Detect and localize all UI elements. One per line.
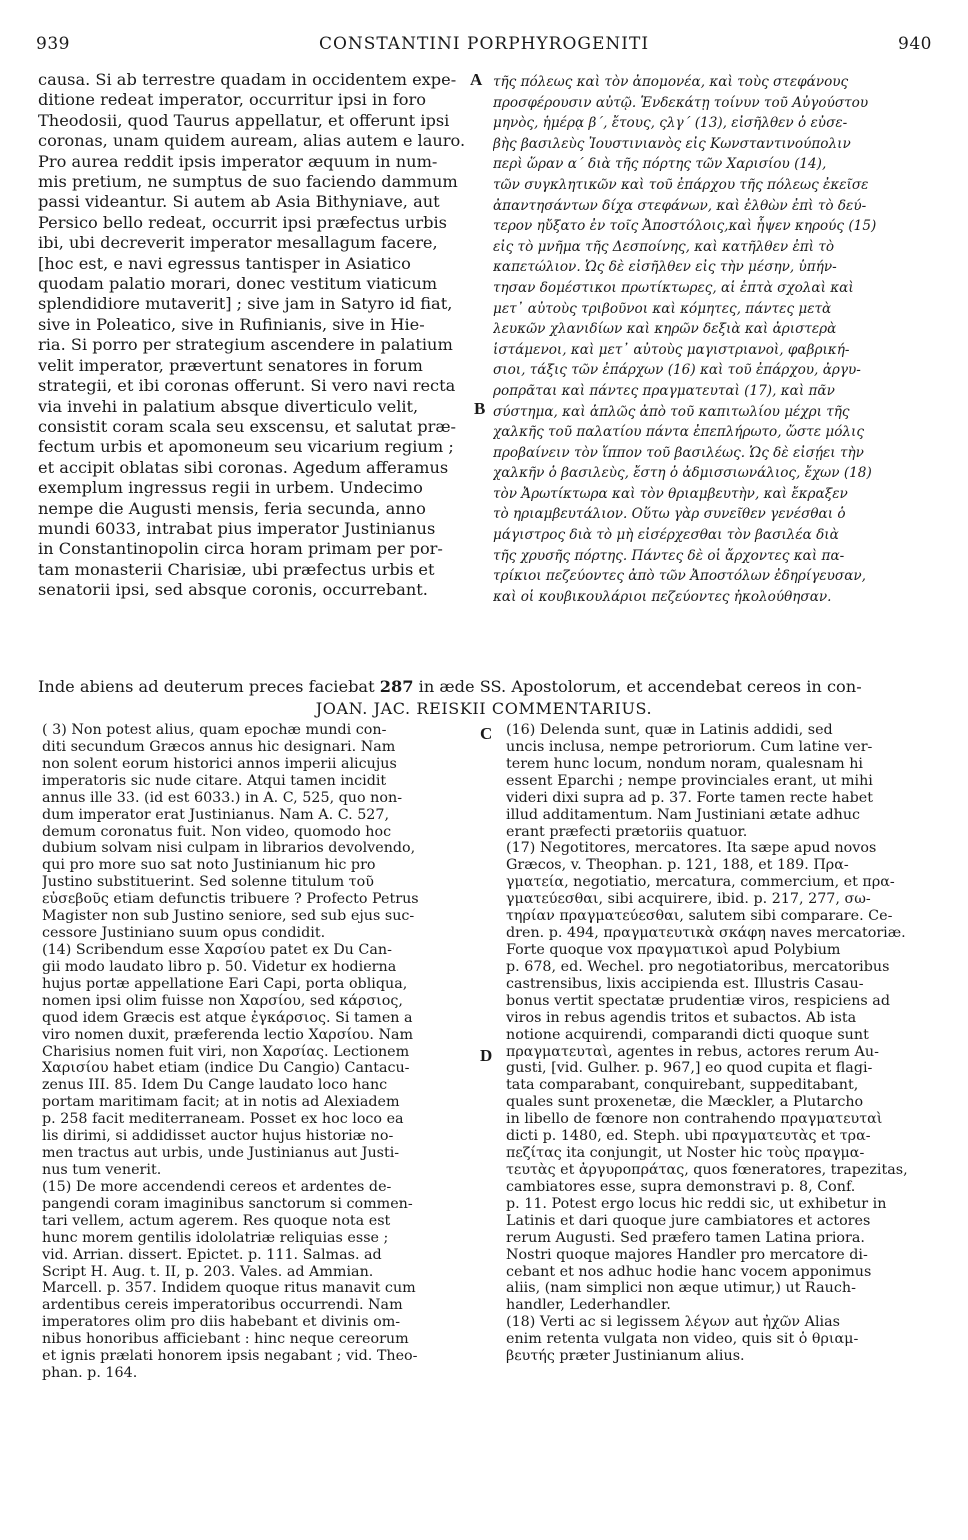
text-line: p. 678, ed. Wechel. pro negotiatoribus, mercatoribus	[506, 958, 890, 975]
text-line: nomen ipsi olim fuisse non Χαρσίου, sed κάρσιος,	[42, 992, 403, 1009]
text-line: viro nomen duxit, præferenda lectio Χαρσίου. Nam	[42, 1026, 414, 1043]
text-line: zenus III. 85. Idem Du Cange laudato loco hanc	[42, 1077, 388, 1094]
text-line: εἰς τὸ μνῆμα τῆς Δεσποίνης, καὶ κατῆλθεν ἐπὶ τὸ	[493, 238, 835, 255]
text-line: cessore Justiniano suum opus condidit.	[42, 925, 326, 942]
text-line: χαλκῆς τοῦ παλατίου πάντα ἐπεπλήρωτο, ὥστε μόλις	[493, 424, 864, 441]
text-line: ἱστάμενοι, καὶ μετ᾽ αὐτοὺς μαγιστριανοὶ, φαβρική-	[493, 341, 850, 358]
text-line: πραγματευταὶ, agentes in rebus, actores rerum Au-	[506, 1043, 879, 1060]
text-line: imperatoris sic nude citare. Atqui tamen incidit	[42, 772, 387, 789]
text-line: exemplum ingressus regii in urbem. Undecimo	[38, 478, 423, 498]
text-line: coronas, unam quidem auream, alias autem e lauro.	[38, 131, 466, 151]
text-line: ditione redeat imperator, occurritur ipsi in foro	[38, 90, 426, 110]
text-line: Latinis et dari quoque jure cambiatores et actores	[506, 1212, 871, 1229]
text-line: τὸ ηριαμβευτάλιον. Οὕτω γὰρ συνεῖθεν γενέσθαι ὁ	[493, 506, 846, 523]
text-line: cebant et nos adhuc hodie hanc vocem apponimus	[506, 1263, 872, 1280]
text-line: Script H. Aug. t. II, p. 203. Vales. ad Ammian.	[42, 1263, 374, 1280]
text-line: καπετώλιον. Ὡς δὲ εἰσῆλθεν εἰς τὴν μέσην, ὑπήν-	[493, 259, 837, 276]
text-line: consistit coram scala seu exscensu, et salutat præ-	[38, 416, 457, 436]
text-line: quod idem Græcis est atque ἐγκάρσιος. Si tamen a	[42, 1009, 413, 1026]
text-line: viros in rebus agendis tritos et subactos. Ab ista	[506, 1009, 857, 1026]
text-line: p. 258 facit mediterraneam. Posset ex hoc loco ea	[42, 1111, 404, 1128]
text-line: γματεία, negotiatio, mercatura, commercium, et πρα-	[506, 874, 895, 891]
continuation-line	[38, 677, 934, 697]
section-marker-c: C	[480, 724, 493, 743]
text-line: demum coronatus fuit. Non video, quomodo hoc	[42, 823, 392, 840]
text-line: men tractus aut urbis, unde Justinianus aut Justi-	[42, 1145, 400, 1162]
running-title: CONSTANTINI PORPHYROGENITI	[318, 34, 650, 54]
text-line: illud additamentum. Nam Justiniani ætate adhuc	[506, 806, 861, 823]
text-line: τερον ηὔξατο ἐν τοῖς Ἀποστόλοις,καὶ ἧψεν κηρούς (15)	[493, 218, 877, 235]
text-line: ria. Si porro per strategium ascendere in palatium	[38, 335, 453, 355]
text-line: Χαρισίου habet etiam (indice Du Cangio) Cantacu-	[42, 1060, 410, 1077]
text-line: μετ᾽ αὐτοὺς τριβοῦνοι καὶ κόμητες, πάντες μετὰ	[493, 300, 832, 317]
section-marker-a: A	[470, 70, 483, 89]
text-line: gusti, [vid. Gulher. p. 967,] eo quod cupita et flagi-	[506, 1060, 873, 1077]
text-line: et accipit oblatas sibi coronas. Agedum afferamus	[38, 457, 449, 477]
text-line: fectum urbis et apomoneum seu vicarium regium ;	[38, 437, 454, 457]
text-line: quales sunt proxenetæ, die Mæckler, a Plutarcho	[506, 1094, 864, 1111]
greek-text-column	[493, 72, 933, 607]
text-line: γματεύεσθαι, sibi acquirere, ibid. p. 217, 277, σω-	[506, 891, 871, 908]
text-line: τηρίαν πραγματεύεσθαι, salutem sibi comparare. Ce-	[506, 908, 893, 925]
text-line: phan. p. 164.	[42, 1365, 138, 1382]
text-line: ( 3) Non potest alius, quam epochæ mundi con-	[42, 722, 387, 738]
text-line: προσφέρουσιν αὐτῷ. Ἑνδεκάτῃ τοίνυν τοῦ Αὐγούστου	[493, 94, 869, 111]
text-line: aliis, (nam simplici non æque utimur,) ut Rauch-	[506, 1280, 856, 1297]
text-line: terem hunc locum, nondum noram, qualesnam hi	[506, 755, 863, 772]
text-line: Charisius nomen fuit viri, non Χαρσίας. Lectionem	[42, 1043, 410, 1060]
text-line: pangendi coram imaginibus sanctorum si commen-	[42, 1195, 413, 1212]
text-line: p. 11. Potest ergo locus hic reddi sic, ut exhibetur in	[506, 1195, 887, 1212]
text-line: causa. Si ab terrestre quadam in occidentem expe-	[38, 70, 457, 89]
text-line: tata comparabant, conquirebant, suppeditabant,	[506, 1077, 859, 1094]
text-line: πεζίτας ita conjungit, ut Noster hic τοὺς πραγμα-	[506, 1145, 865, 1162]
text-line: ἀπαντησάντων δίχα στεφάνων, καὶ ἐλθὼν ἐπὶ τὸ δεύ-	[493, 197, 867, 214]
text-line: Græcos, v. Theophan. p. 121, 188, et 189. Πρα-	[506, 857, 849, 874]
continuation-before: Inde abiens ad deuterum preces faciebat	[38, 677, 380, 696]
text-line: (18) Verti ac si legissem λέγων aut ἠχῶν Alias	[506, 1314, 840, 1331]
text-line: Theodosii, quod Taurus appellatur, et offerunt ipsi	[38, 110, 450, 130]
text-line: hunc morem gentilis idololatriæ reliquias esse ;	[42, 1229, 389, 1246]
text-line: περὶ ὥραν α΄ διὰ τῆς πόρτης τῶν Χαρισίου (14),	[493, 156, 827, 173]
text-line: mundi 6033, intrabat pius imperator Justinianus	[38, 518, 436, 538]
text-line: μάγιστρος διὰ τὸ μὴ εἰσέρχεσθαι τὸν βασιλέα διὰ	[493, 527, 839, 544]
text-line: cambiatores esse, supra demonstravi p. 8, Conf.	[506, 1178, 856, 1195]
text-line: quodam palatio morari, donec vestitum viaticum	[38, 274, 438, 294]
text-line: vid. Arrian. dissert. Epictet. p. 111. Salmas. ad	[42, 1246, 382, 1263]
text-line: portam maritimam facit; at in notis ad Alexiadem	[42, 1094, 400, 1111]
text-line: dicti p. 1480, ed. Steph. ubi πραγματευτὰς et τρα-	[506, 1128, 871, 1145]
text-line: dubium solvam nisi culpam in librarios devolvendo,	[42, 840, 416, 857]
text-line: (16) Delenda sunt, quæ in Latinis addidi, sed	[506, 722, 833, 738]
text-line: enim retenta vulgata non video, quis sit ὁ θριαμ-	[506, 1331, 859, 1348]
section-marker-b: B	[474, 399, 486, 418]
text-line: velit imperator, prævertunt senatores in forum	[38, 355, 423, 375]
text-line: erant præfecti prætoriis quatuor.	[506, 823, 748, 840]
text-line: in libello de fœnore non contrahendo πραγματευταὶ	[506, 1111, 883, 1128]
text-line: λευκῶν χλανιδίων καὶ κηρῶν δεξιὰ καὶ ἀριστερὰ	[493, 321, 837, 338]
text-line: nibus honoribus afficiebant : hinc neque cereorum	[42, 1331, 409, 1348]
text-line: rerum Augusti. Sed præfero tamen Latina priora.	[506, 1229, 865, 1246]
text-line: non solent eorum historici annos imperii alicujus	[42, 755, 397, 772]
text-line: (15) De more accendendi cereos et ardentes de-	[42, 1178, 392, 1195]
text-line: προβαίνειν τὸν ἵππον τοῦ βασιλέως. Ὡς δὲ εἰσῄει τὴν	[493, 444, 864, 461]
text-line: καὶ οἱ κουβικουλάριοι πεζεύοντες ἠκολούθησαν.	[493, 588, 832, 605]
text-line: Nostri quoque majores Handler pro mercatore di-	[506, 1246, 868, 1263]
section-marker-d: D	[480, 1046, 493, 1065]
text-line: nempe die Augusti mensis, feria secunda, anno	[38, 498, 426, 518]
text-line: hujus portæ appellatione Eari Capi, porta obliqua,	[42, 975, 408, 992]
page-number-right: 940	[898, 34, 932, 54]
text-line: handler, Lederhandler.	[506, 1297, 671, 1314]
text-line: dum imperator erat Justinianus. Nam A. C. 527,	[42, 806, 390, 823]
text-line: bonus vertit spectatæ prudentiæ viros, respiciens ad	[506, 992, 890, 1009]
text-line: tari vellem, actum agerem. Res quoque nota est	[42, 1212, 391, 1229]
text-line: τὸν Ἀρωτίκτωρα καὶ τὸν θριαμβευτὴν, καὶ ἔκραξεν	[493, 485, 848, 502]
text-line: castrensibus, lixis accipienda est. Illustris Casau-	[506, 975, 864, 992]
text-line: essent Eparchi ; nempe provinciales erant, ut mihi	[506, 772, 873, 789]
text-line: τευτὰς et ἀργυροπράτας, quos fœneratores, trapezitas,	[506, 1161, 908, 1178]
page-number-left: 939	[36, 34, 70, 54]
commentary-title: JOAN. JAC. REISKII COMMENTARIUS.	[315, 699, 653, 718]
text-line: via invehi in palatium absque diverticulo velit,	[38, 396, 419, 416]
text-line: [hoc est, e navi egressus tantisper in Asiatico	[38, 253, 411, 273]
text-line: βὴς βασιλεὺς Ἰουστινιανὸς εἰς Κωνσταντινούπολιν	[493, 135, 851, 152]
text-line: sive in Poleatico, sive in Rufinianis, sive in Hie-	[38, 314, 425, 334]
text-line: εὐσεβοῦς etiam defunctis tribuere ? Profecto Petrus	[42, 891, 419, 908]
text-line: ardentibus cereis imperatoribus occurrendi. Nam	[42, 1297, 403, 1314]
text-line: senatorii ipsi, sed absque coronis, occurrebant.	[38, 580, 428, 600]
commentary-left-column	[42, 722, 472, 1382]
text-line: Forte quoque vox πραγματικοὶ apud Polybium	[506, 941, 841, 958]
text-line: in Constantinopolin circa horam primam per por-	[38, 539, 443, 559]
text-line: strategii, et ibi coronas offerunt. Si vero navi recta	[38, 376, 456, 396]
text-line: τῆς πόλεως καὶ τὸν ἀπομονέα, καὶ τοὺς στεφάνους	[493, 74, 849, 90]
text-line: (14) Scribendum esse Χαρσίου patet ex Du Can-	[42, 941, 392, 958]
text-line: σύστημα, καὶ ἁπλῶς ἀπὸ τοῦ καπιτωλίου μέχρι τῆς	[493, 403, 850, 420]
text-line: passi videantur. Si autem ab Asia Bithyniave, aut	[38, 192, 440, 212]
text-line: gii modo laudato libro p. 50. Videtur ex hodierna	[42, 958, 397, 975]
text-line: uncis inclusa, nempe petroriorum. Cum latine ver-	[506, 738, 873, 755]
text-line: τρίκιοι πεζεύοντες ἀπὸ τῶν Ἀποστόλων ἐδηρίγευσαν,	[493, 568, 866, 585]
text-line: ibi, ubi decreverit imperator mesallagum facere,	[38, 233, 438, 253]
latin-text-column	[38, 70, 468, 601]
commentary-right-column	[506, 722, 936, 1365]
text-line: τῆς χρυσῆς πόρτης. Πάντες δὲ οἱ ἄρχοντες καὶ πα-	[493, 547, 845, 564]
text-line: splendidiore mutaverit] ; sive jam in Satyro id fiat,	[38, 294, 453, 314]
continuation-after: in æde SS. Apostolorum, et accendebat cereos in con-	[413, 677, 862, 696]
text-line: χαλκῆν ὁ βασιλεὺς, ἔστη ὁ ἀδμισσιωνάλιος, ἔχων (18)	[493, 465, 872, 482]
text-line: τῶν συγκλητικῶν καὶ τοῦ ἐπάρχου τῆς πόλεως ἐκεῖσε	[493, 176, 869, 193]
text-line: videri dixi supra ad p. 37. Forte tamen recte habet	[506, 789, 873, 806]
text-line: τησαν δομέστικοι πρωτίκτωρες, αἱ ἑπτὰ σχολαὶ καὶ	[493, 279, 854, 296]
text-line: dren. p. 494, πραγματευτικὰ σκάφη naves mercatoriæ.	[506, 925, 906, 942]
text-line: μηνὸς, ἡμέρᾳ β΄, ἔτους, ςλγ΄ (13), εἰσῆλθεν ὁ εὐσε-	[493, 115, 848, 132]
text-line: nus tum venerit.	[42, 1161, 162, 1178]
text-line: notione acquirendi, comparandi dicti quoque sunt	[506, 1026, 869, 1043]
text-line: Magister non sub Justino seniore, sed sub ejus suc-	[42, 908, 415, 925]
text-line: βευτής præter Justinianum alius.	[506, 1348, 745, 1365]
text-line: annus ille 33. (id est 6033.) in A. C, 525, quo non-	[42, 789, 403, 806]
text-line: tam monasterii Charisiæ, ubi præfectus urbis et	[38, 559, 435, 579]
text-line: ροπρᾶται καὶ πάντες πραγματευταὶ (17), καὶ πᾶν	[493, 382, 835, 399]
text-line: qui pro more suo sat noto Justinianum hic pro	[42, 857, 376, 874]
text-line: mis pretium, ne sumptus de suo faciendo dammum	[38, 172, 458, 192]
text-line: diti secundum Græcos annus hic designari. Nam	[42, 738, 396, 755]
text-line: Pro aurea reddit ipsis imperator æquum in num-	[38, 151, 438, 171]
text-line: et ignis prælati honorem ipsis negabant ; vid. Theo-	[42, 1348, 418, 1365]
text-line: Justino substituerint. Sed solenne titulum τοῦ	[42, 874, 374, 891]
continuation-page-ref: 287	[379, 677, 414, 696]
text-line: imperatores olim pro diis habebant et divinis om-	[42, 1314, 401, 1331]
running-header	[36, 34, 932, 58]
text-line: σιοι, τάξις τῶν ἐπάρχων (16) καὶ τοῦ ἐπάρχου, ἀργυ-	[493, 362, 861, 379]
text-line: (17) Negotitores, mercatores. Ita sæpe apud novos	[506, 840, 877, 857]
text-line: Persico bello redeat, occurrit ipsi præfectus urbis	[38, 212, 447, 232]
text-line: Marcell. p. 357. Indidem quoque ritus manavit cum	[42, 1280, 416, 1297]
text-line: lis dirimi, si addidisset auctor hujus historiæ no-	[42, 1128, 394, 1145]
